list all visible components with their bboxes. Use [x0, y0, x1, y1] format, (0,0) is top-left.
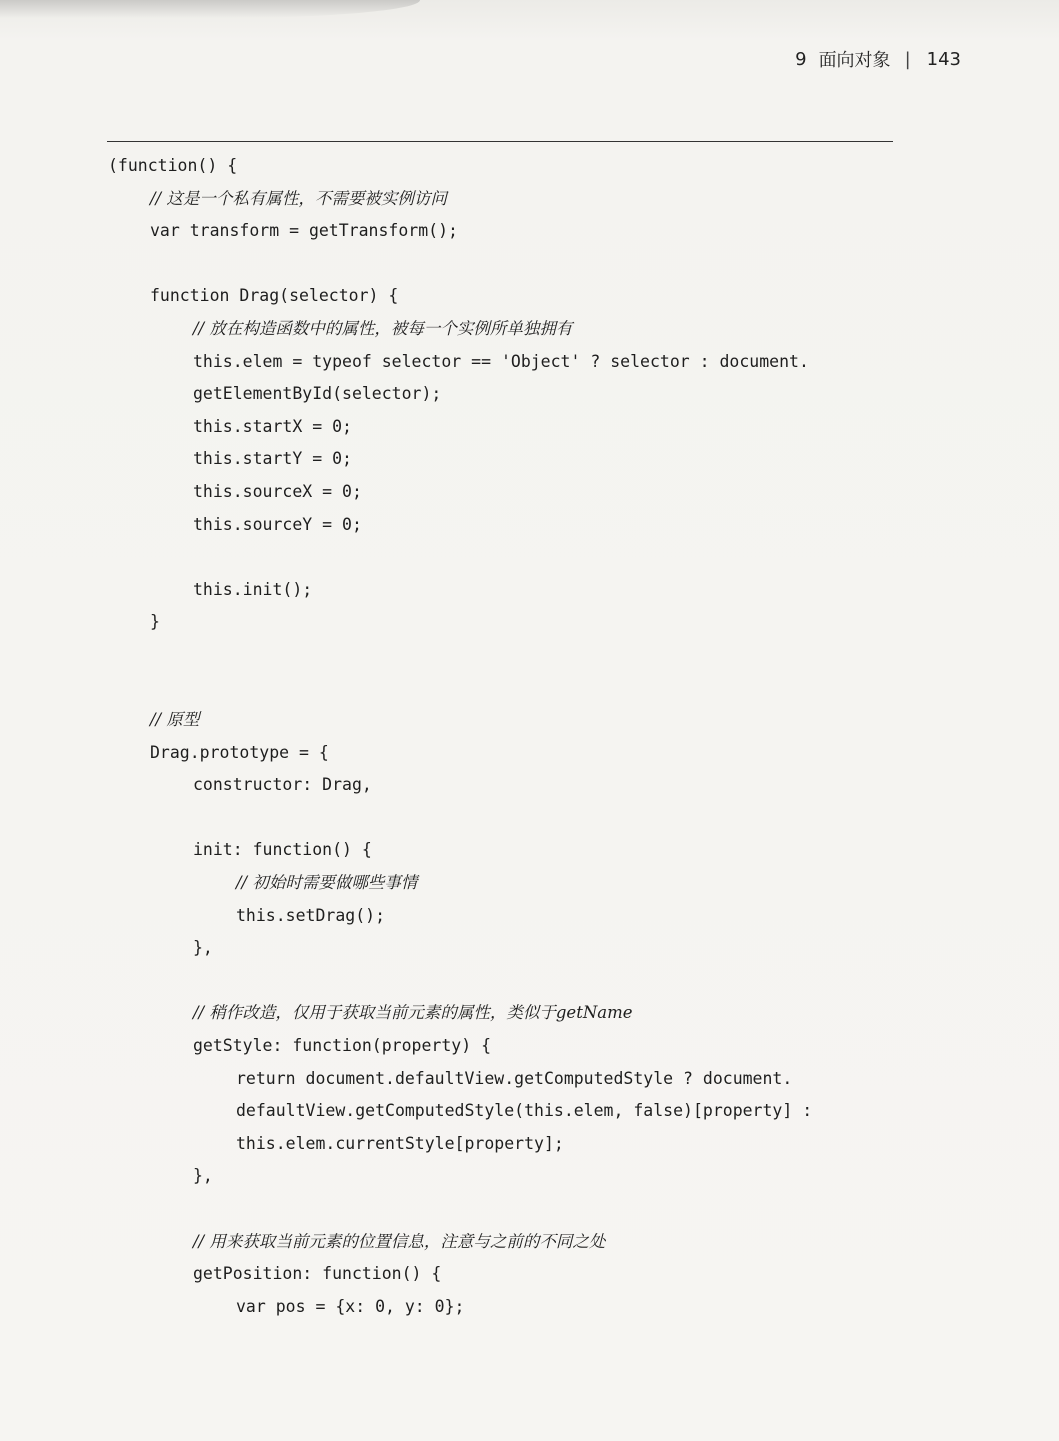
code-line: this.startX = 0;	[193, 416, 352, 436]
code-comment: // 放在构造函数中的属性，被每一个实例所单独拥有	[193, 318, 573, 338]
code-blank-line	[108, 639, 908, 672]
code-line: this.elem.currentStyle[property];	[236, 1133, 564, 1153]
code-blank-line	[108, 248, 908, 281]
code-line: getStyle: function(property) {	[193, 1036, 492, 1056]
code-line: },	[193, 1166, 213, 1186]
code-block-top-rule	[107, 141, 893, 142]
chapter-number: 9	[795, 48, 807, 70]
page-number: 143	[926, 48, 961, 70]
code-blank-line	[108, 965, 908, 998]
page-edge-shadow	[0, 0, 420, 18]
code-line: this.sourceX = 0;	[193, 481, 362, 501]
running-header	[795, 44, 961, 74]
code-line: var pos = {x: 0, y: 0};	[236, 1296, 465, 1316]
code-line: init: function() {	[193, 840, 372, 860]
code-line: },	[193, 938, 213, 958]
code-blank-line	[108, 802, 908, 835]
code-blank-line	[108, 672, 908, 705]
code-line: getElementById(selector);	[193, 384, 442, 404]
code-line: constructor: Drag,	[193, 775, 372, 795]
code-line: this.sourceY = 0;	[193, 514, 362, 534]
code-line: return document.defaultView.getComputedStyle ? document.	[236, 1068, 793, 1088]
code-comment: // 稍作改造，仅用于获取当前元素的属性，类似于getName	[193, 1003, 633, 1023]
code-listing	[108, 150, 908, 1323]
code-comment: // 初始时需要做哪些事情	[236, 873, 418, 893]
code-comment: // 这是一个私有属性，不需要被实例访问	[150, 188, 447, 208]
code-line: (function() {	[108, 156, 238, 175]
code-line: function Drag(selector) {	[150, 286, 399, 306]
code-line: }	[150, 612, 160, 632]
code-comment: // 用来获取当前元素的位置信息，注意与之前的不同之处	[193, 1231, 606, 1251]
code-comment: // 原型	[150, 710, 200, 730]
chapter-title: 面向对象	[818, 50, 891, 71]
code-line: this.setDrag();	[236, 905, 386, 925]
code-blank-line	[108, 541, 908, 574]
code-line: defaultView.getComputedStyle(this.elem, false)[property] :	[236, 1101, 813, 1121]
code-line: Drag.prototype = {	[150, 742, 329, 762]
code-blank-line	[108, 1193, 908, 1226]
code-line: getPosition: function() {	[193, 1264, 442, 1284]
code-line: this.elem = typeof selector == 'Object' ? selector : document.	[193, 351, 809, 371]
header-separator: |	[904, 48, 911, 70]
code-line: var transform = getTransform();	[150, 221, 458, 241]
code-line: this.startY = 0;	[193, 449, 352, 469]
code-line: this.init();	[193, 579, 313, 599]
